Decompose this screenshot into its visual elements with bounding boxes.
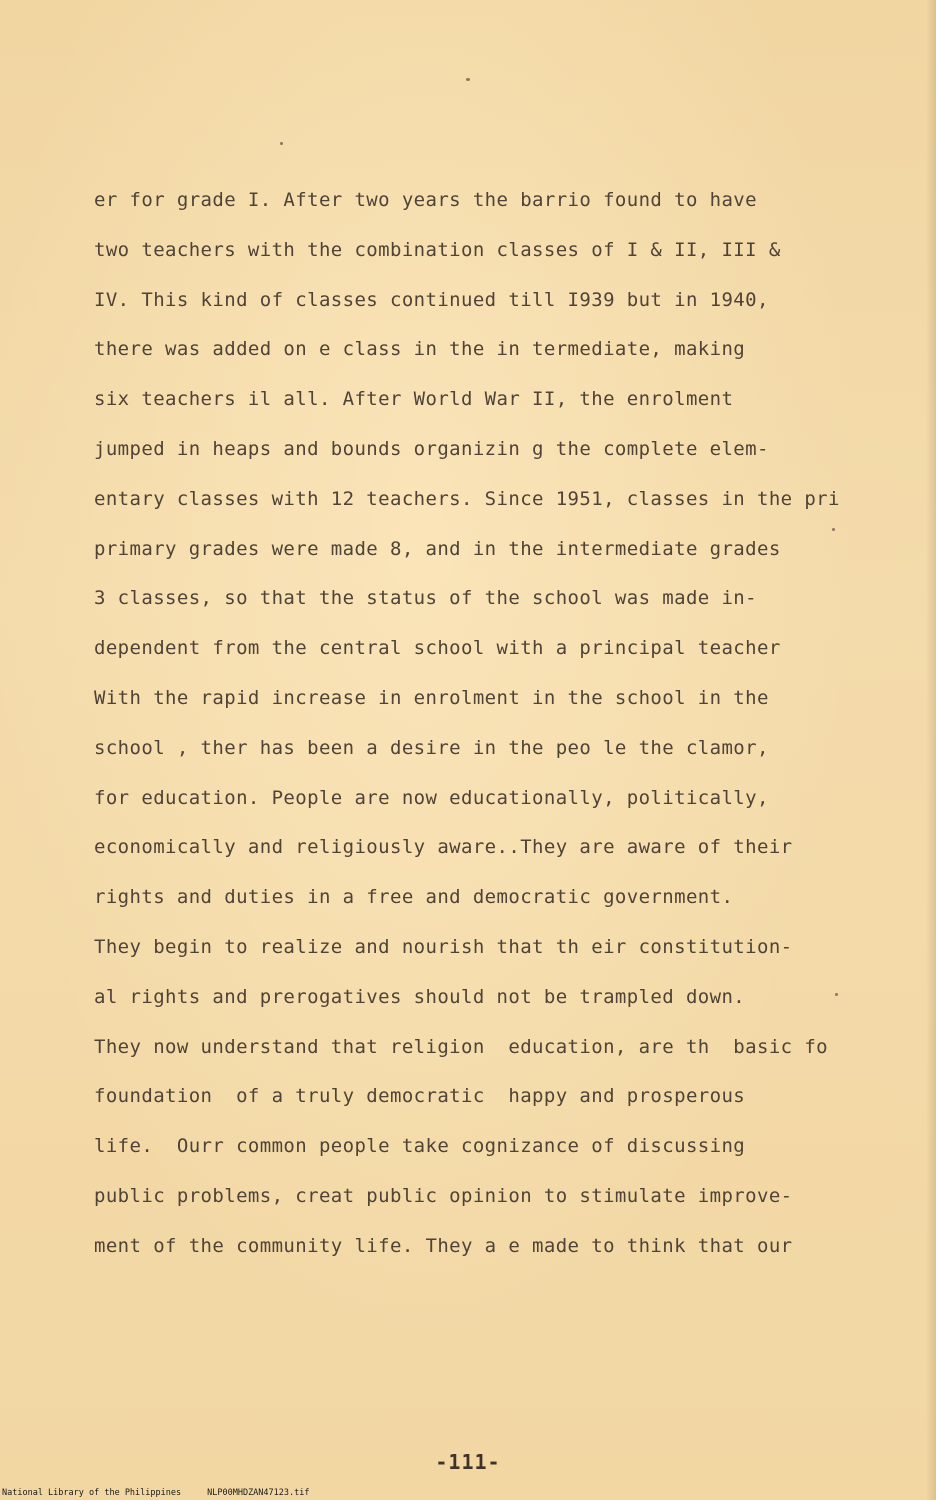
text-line: rights and duties in a free and democratic government.: [94, 886, 734, 909]
page-number: -111-: [435, 1450, 501, 1474]
scan-footer: [2, 1488, 335, 1498]
typed-text-body: [94, 180, 894, 1276]
ink-speck: [466, 78, 470, 81]
text-line: ment of the community life. They a e made to think that our: [94, 1234, 793, 1257]
text-line: dependent from the central school with a principal teacher: [94, 637, 781, 660]
text-line: foundation of a truly democratic happy and prosperous: [94, 1085, 746, 1108]
text-line: 3 classes, so that the status of the school was made in-: [94, 587, 757, 610]
text-line: With the rapid increase in enrolment in the school in the: [94, 686, 769, 709]
text-line: They now understand that religion education, are th basic fo: [94, 1035, 829, 1058]
text-line: jumped in heaps and bounds organizin g the complete elem-: [94, 437, 769, 460]
text-line: public problems, creat public opinion to stimulate improve-: [94, 1184, 793, 1207]
text-line: economically and religiously aware..They are aware of their: [94, 836, 793, 859]
ink-speck: [280, 142, 283, 145]
text-line: er for grade I. After two years the barrio found to have: [94, 189, 757, 211]
library-credit: National Library of the Philippines: [2, 1488, 182, 1498]
text-line: life. Ourr common people take cognizance of discussing: [94, 1135, 746, 1158]
page-edge-shadow: [926, 0, 936, 1500]
text-line: six teachers il all. After World War II, the enrolment: [94, 388, 734, 411]
text-line: They begin to realize and nourish that th eir constitution-: [94, 935, 793, 958]
text-line: IV. This kind of classes continued till I939 but in 1940,: [94, 288, 769, 311]
text-line: there was added on e class in the in termediate, making: [94, 338, 746, 361]
text-line: for education. People are now educationally, politically,: [94, 786, 769, 809]
text-line: primary grades were made 8, and in the intermediate grades: [94, 537, 781, 560]
text-line: al rights and prerogatives should not be trampled down.: [94, 985, 746, 1008]
text-line: school , ther has been a desire in the peo le the clamor,: [94, 736, 769, 759]
text-line: two teachers with the combination classes of I & II, III &: [94, 238, 781, 261]
text-line: entary classes with 12 teachers. Since 1951, classes in the pri: [94, 487, 840, 510]
file-name: NLP00MHDZAN47123.tif: [207, 1488, 310, 1498]
